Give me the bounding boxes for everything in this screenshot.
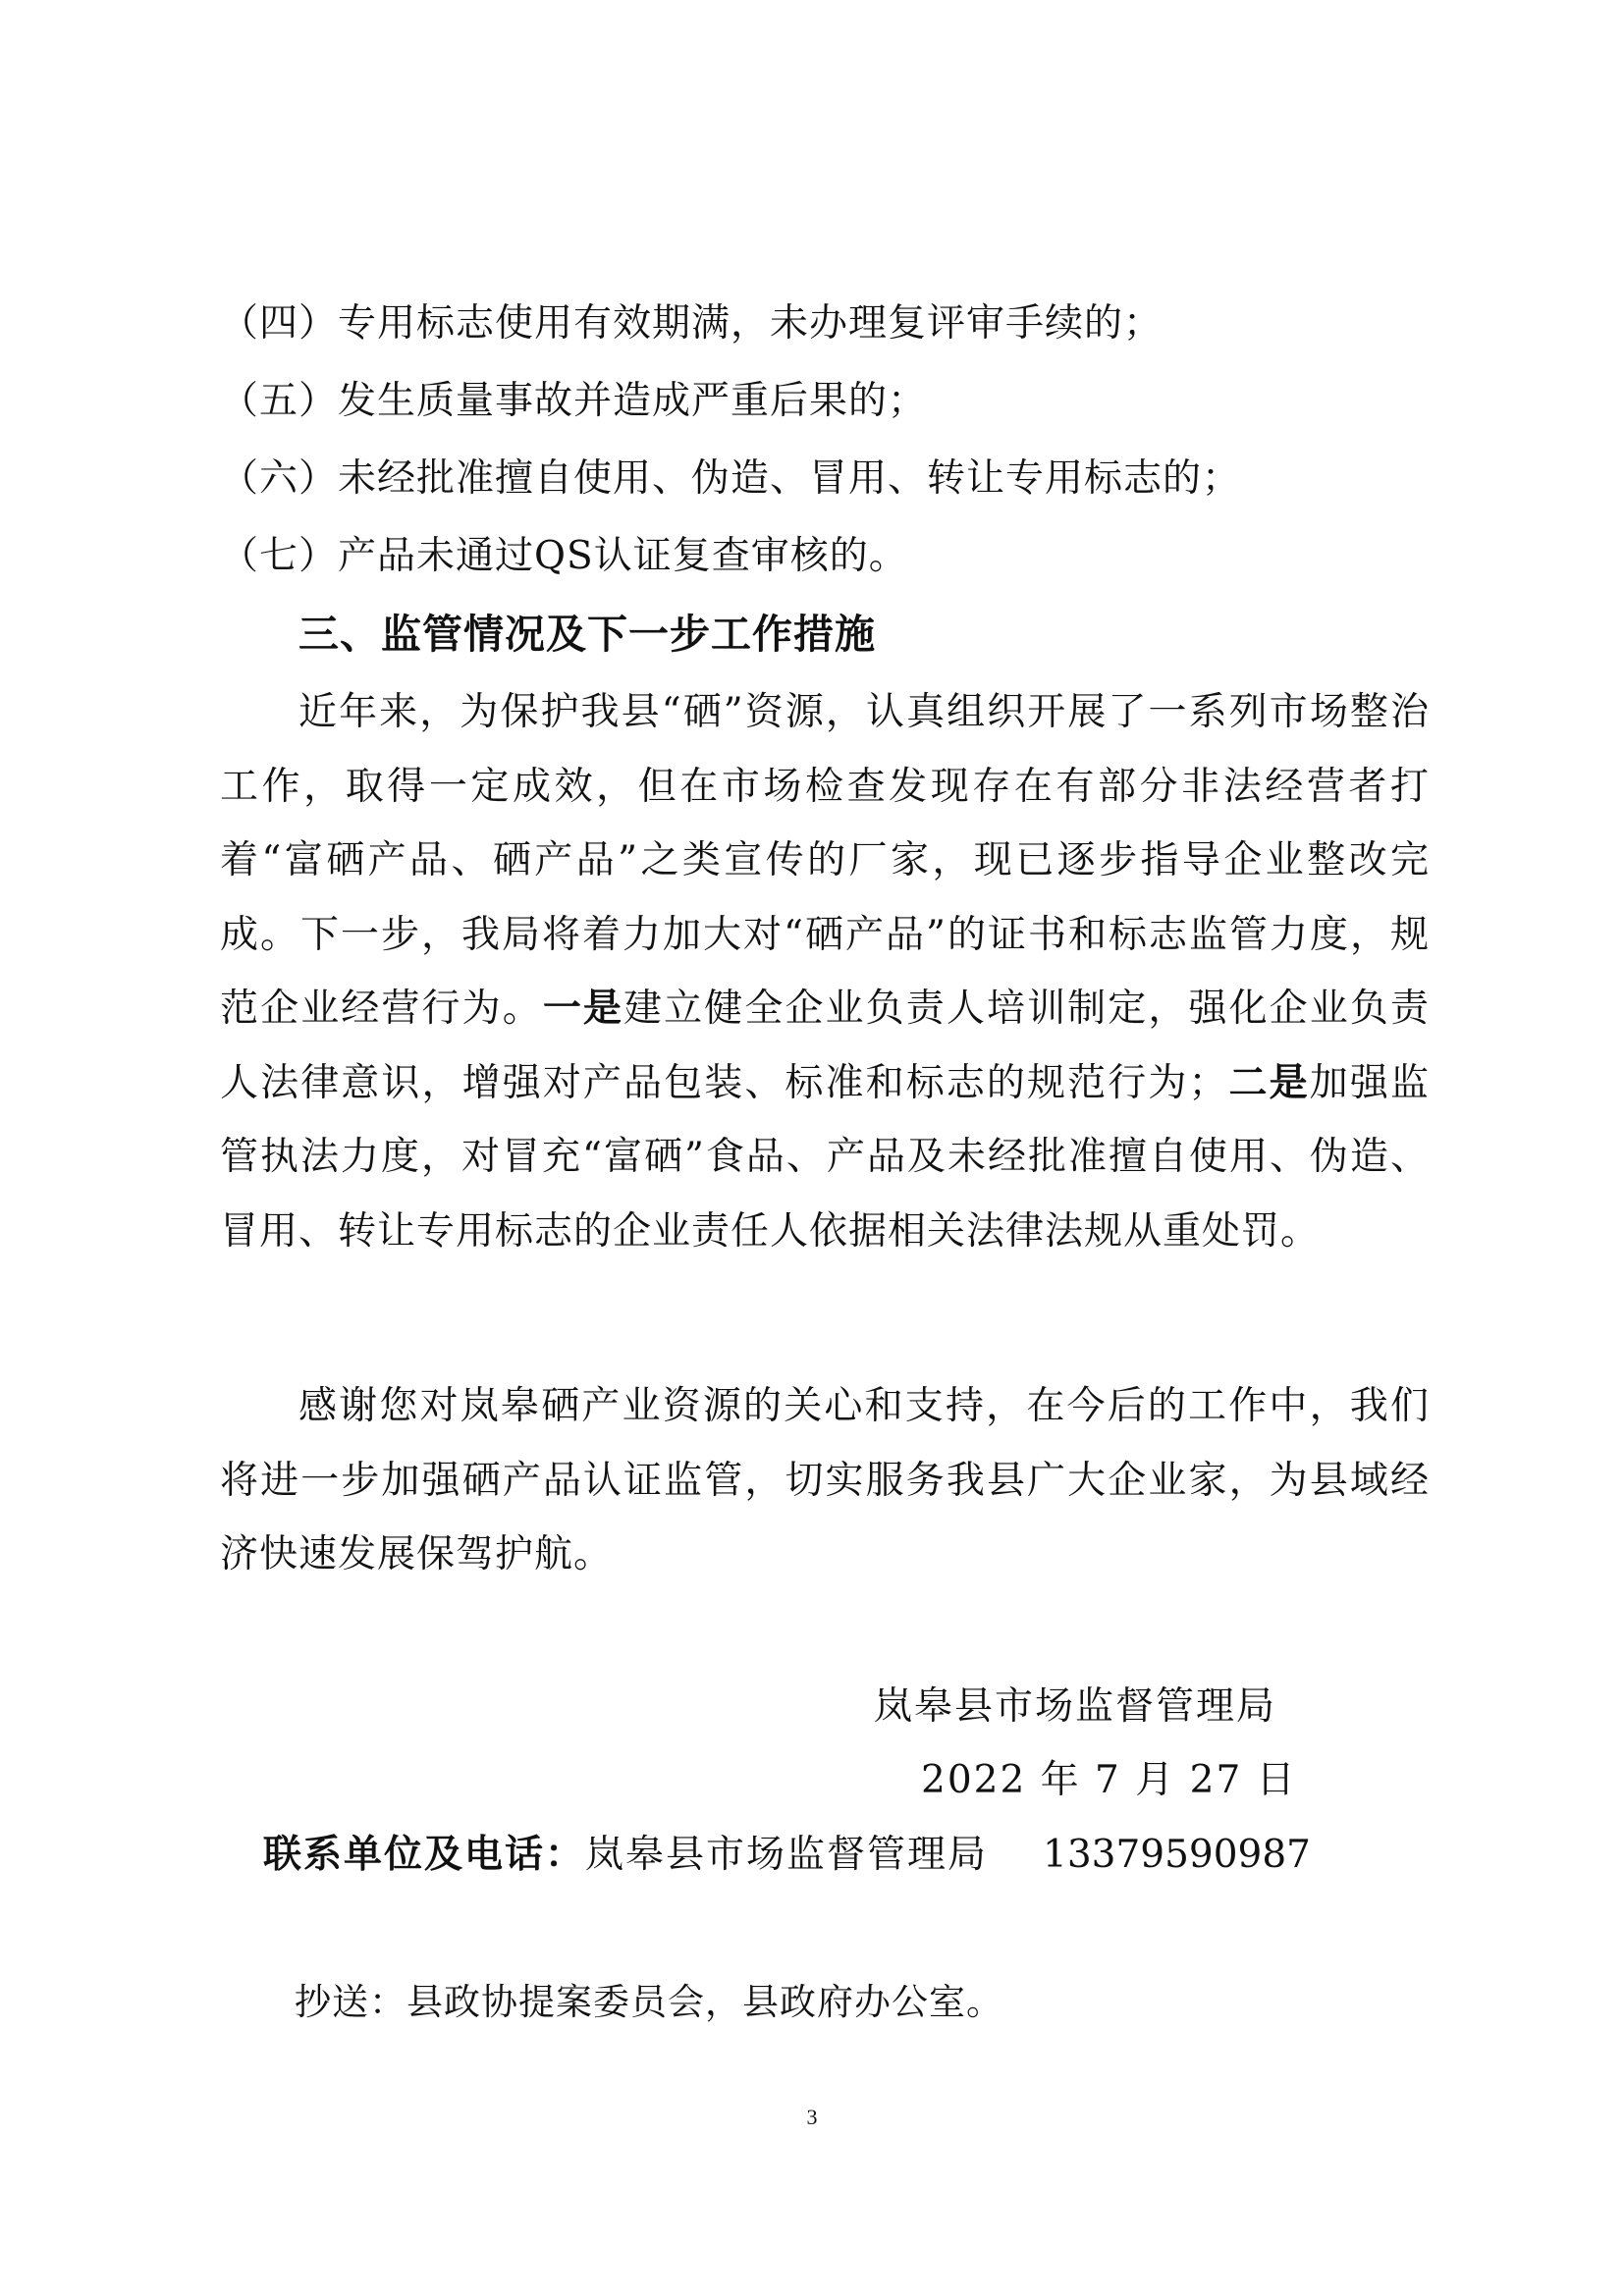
paragraph-supervision	[220, 675, 1430, 1268]
contact-line	[263, 1828, 1311, 1883]
contact-label: 联系单位及电话：	[263, 1833, 586, 1877]
list-item-5: （五）发生质量事故并造成严重后果的；	[220, 379, 928, 423]
paragraph-text-a: 近年来，为保护我县“硒”资源，认真组织开展了一系列市场整治工作，取得一定成效，但在市场检查发现存在有部分非法经营者打着“富硒产品、硒产品”之类宣传的厂家，现已逐步指导企业整改完成。下一步，我局将着力加大对“硒产品”的证书和标志监管力度，规范企业经营行为。	[220, 690, 1430, 1031]
paragraph-bold-first: 一是	[542, 987, 624, 1031]
page-number: 3	[806, 2105, 818, 2129]
section-heading: 三、监管情况及下一步工作措施	[298, 611, 876, 658]
paragraph-text-b: 建立健全企业负责人培训制定，强化企业负责人法律意识，增强对产品包装、标准和标志的规范行为；	[220, 987, 1430, 1105]
contact-phone: 13379590987	[1043, 1833, 1311, 1877]
list-item-4: （四）专用标志使用有效期满，未办理复评审手续的；	[220, 301, 1164, 346]
paragraph-text-c: 加强监管执法力度，对冒充“富硒”食品、产品及未经批准擅自使用、伪造、冒用、转让专用标志的企业责任人依据相关法律法规从重处罚。	[220, 1060, 1430, 1254]
signature-org: 岚皋县市场监督管理局	[874, 1684, 1277, 1729]
cc-line: 抄送：县政协提案委员会，县政府办公室。	[295, 1981, 1003, 2023]
list-item-6: （六）未经批准擅自使用、伪造、冒用、转让专用标志的；	[220, 456, 1242, 501]
signature-date: 2022 年 7 月 27 日	[921, 1758, 1297, 1802]
paragraph-thanks: 感谢您对岚皋硒产业资源的关心和支持，在今后的工作中，我们将进一步加强硒产品认证监管，切实服务我县广大企业家，为县域经济快速发展保驾护航。	[220, 1384, 1430, 1576]
paragraph-bold-second: 二是	[1227, 1060, 1310, 1105]
contact-unit: 岚皋县市场监督管理局	[585, 1833, 989, 1877]
list-item-7: （七）产品未通过QS认证复查审核的。	[220, 534, 908, 578]
